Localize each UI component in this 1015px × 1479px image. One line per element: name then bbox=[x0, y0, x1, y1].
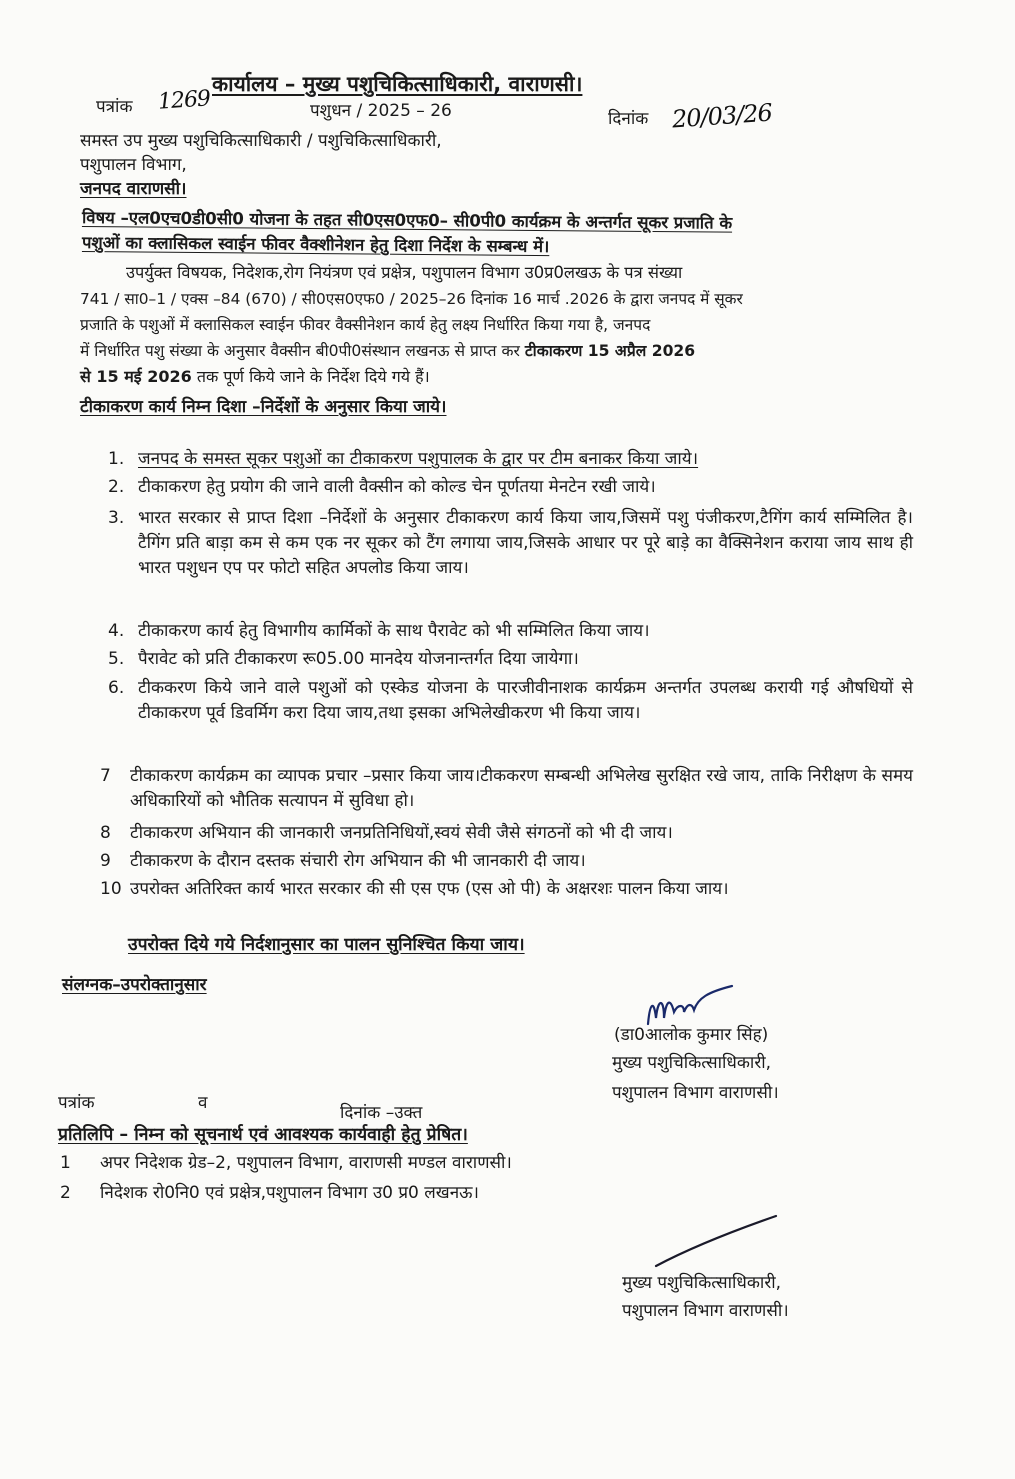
footer-department: पशुपालन विभाग वाराणसी। bbox=[622, 1301, 789, 1321]
signatory-name: (डा0आलोक कुमार सिंह) bbox=[614, 1025, 769, 1045]
copy-recipient-number: 2 bbox=[60, 1183, 71, 1203]
copy-va: व bbox=[198, 1093, 208, 1113]
ref-label: पत्रांक bbox=[96, 97, 133, 117]
copy-ref-label: पत्रांक bbox=[58, 1093, 95, 1113]
enclosure-line: संलग्नक–उपरोक्तानुसार bbox=[62, 975, 207, 995]
copy-recipient bbox=[60, 1182, 660, 1205]
instruction-text: टीकाकरण अभियान की जानकारी जनप्रतिनिधियों,स्वयं सेवी जैसे संगठनों को भी दी जाय। bbox=[130, 823, 673, 843]
instruction-item bbox=[100, 850, 913, 873]
date-handwritten: 20/03/26 bbox=[671, 98, 773, 134]
instruction-item bbox=[100, 822, 913, 845]
body-line-5-text: तक पूर्ण किये जाने के निर्देश दिये गये हैं। bbox=[196, 367, 430, 386]
body-line-1: उपर्युक्त विषयक, निदेशक,रोग नियंत्रण एवं प्रक्षेत्र, पशुपालन विभाग उ0प्र0लखऊ के पत्र संख्या bbox=[126, 263, 683, 282]
subject-line-1: विषय –एल0एच0डी0सी0 योजना के तहत सी0एस0एफ0– सी0पी0 कार्यक्रम के अन्तर्गत सूकर प्रजाति के bbox=[81, 208, 733, 233]
instruction-item bbox=[100, 878, 913, 901]
compliance-line: उपरोक्त दिये गये निर्दशानुसार का पालन सुनिश्चित किया जाय। bbox=[128, 935, 525, 955]
instruction-number: 7 bbox=[100, 766, 111, 786]
ref-number-handwritten: 1269 bbox=[157, 86, 211, 115]
vaccination-end-date: से 15 मई 2026 bbox=[80, 367, 192, 386]
instruction-number: 8 bbox=[100, 823, 111, 843]
copy-date: दिनांक –उक्त bbox=[340, 1103, 423, 1123]
copy-recipient bbox=[60, 1152, 660, 1175]
instruction-number: 3. bbox=[108, 508, 125, 528]
instruction-number: 6. bbox=[108, 678, 125, 698]
body-line-5 bbox=[80, 366, 430, 388]
signatory-department: पशुपालन विभाग वाराणसी। bbox=[612, 1083, 779, 1103]
instruction-text: टीकाकरण हेतु प्रयोग की जाने वाली वैक्सीन को कोल्ड चेन पूर्णतया मेनटेन रखी जाये। bbox=[138, 477, 656, 497]
subject-line-2: पशुओं का क्लासिकल स्वाईन फीवर वैक्शीनेशन हेतु दिशा निर्देश के सम्बन्ध में। bbox=[81, 233, 550, 257]
instruction-text: जनपद के समस्त सूकर पशुओं का टीकाकरण पशुपालक के द्वार पर टीम बनाकर किया जाये। bbox=[138, 449, 699, 469]
instruction-item bbox=[100, 764, 913, 814]
instruction-item bbox=[108, 648, 908, 671]
copy-recipient-text: अपर निदेशक ग्रेड–2, पशुपालन विभाग, वाराणसी मण्डल वाराणसी। bbox=[100, 1153, 512, 1173]
footer-signature bbox=[650, 1212, 790, 1272]
date-label: दिनांक bbox=[608, 109, 649, 129]
footer-designation: मुख्य पशुचिकित्साधिकारी, bbox=[622, 1273, 782, 1293]
addressee-line-1: समस्त उप मुख्य पशुचिकित्साधिकारी / पशुचिकित्साधिकारी, bbox=[80, 131, 442, 151]
copy-recipient-number: 1 bbox=[60, 1153, 71, 1173]
instruction-text: टीकाकरण के दौरान दस्तक संचारी रोग अभियान की भी जानकारी दी जाय। bbox=[130, 851, 586, 871]
instruction-item bbox=[108, 506, 913, 581]
body-line-4-text: में निर्धारित पशु संख्या के अनुसार वैक्सीन बी0पी0संस्थान लखनऊ से प्राप्त कर bbox=[80, 342, 520, 360]
instruction-number: 5. bbox=[108, 649, 125, 669]
instruction-item bbox=[108, 448, 908, 471]
instruction-heading: टीकाकरण कार्य निम्न दिशा –निर्देशों के अनुसार किया जाये। bbox=[80, 397, 447, 417]
instruction-item bbox=[108, 476, 908, 499]
body-line-2: 741 / सा0–1 / एक्स –84 (670) / सी0एस0एफ0 / 2025–26 दिनांक 16 मार्च .2026 के द्वारा जनपद में सूकर bbox=[80, 290, 743, 308]
instruction-text: टीककरण किये जाने वाले पशुओं को एस्केड योजना के पारजीवीनाशक कार्यक्रम अन्तर्गत उपलब्ध करायी गई औषधियों से टीकाकरण पूर्व डिवर्मिग करा दिया जाय,तथा इसका अभिलेखीकरण भी किया जाय। bbox=[138, 678, 913, 723]
instruction-text: पैरावेट को प्रति टीकाकरण रू05.00 मानदेय योजनान्तर्गत दिया जायेगा। bbox=[138, 649, 579, 669]
instruction-text: टीकाकरण कार्य हेतु विभागीय कार्मिकों के साथ पैरावेट को भी सम्मिलित किया जाय। bbox=[138, 621, 650, 641]
instruction-text: टीकाकरण कार्यक्रम का व्यापक प्रचार –प्रसार किया जाय।टीककरण सम्बन्धी अभिलेख सुरक्षित रखे जाय, ताकि निरीक्षण के समय अधिकारियों को भौतिक सत्यापन में सुविधा हो। bbox=[130, 766, 913, 811]
instruction-number: 9 bbox=[100, 851, 111, 871]
instruction-text: उपरोक्त अतिरिक्त कार्य भारत सरकार की सी एस एफ (एस ओ पी) के अक्षरशः पालन किया जाय। bbox=[130, 879, 729, 899]
footer-signature-mark bbox=[650, 1212, 790, 1272]
signatory-designation: मुख्य पशुचिकित्साधिकारी, bbox=[612, 1053, 772, 1073]
instruction-number: 1. bbox=[108, 449, 125, 469]
office-title: कार्यालय – मुख्य पशुचिकित्साधिकारी, वाराणसी। bbox=[212, 72, 583, 96]
instruction-text: भारत सरकार से प्राप्त दिशा –निर्देशों के अनुसार टीकाकरण कार्य किया जाय,जिसमें पशु पंजीकरण,टैगिंग कार्य सम्मिलित है। टैगिंग प्रति बाड़ा कम से कम एक नर सूकर को टैंग लगाया जाय,जिसके आधार पर पूरे बाड़े का वैक्सिनेशन कराया जाय साथ ही भारत पशुधन एप पर फोटो सहित अपलोड किया जाय। bbox=[138, 508, 913, 578]
addressee-line-3: जनपद वाराणसी। bbox=[80, 179, 187, 199]
instruction-number: 2. bbox=[108, 477, 125, 497]
copy-heading: प्रतिलिपि – निम्न को सूचनार्थ एवं आवश्यक कार्यवाही हेतु प्रेषित। bbox=[58, 1125, 468, 1145]
instruction-item bbox=[108, 676, 913, 726]
copy-recipient-text: निदेशक रो0नि0 एवं प्रक्षेत्र,पशुपालन विभाग उ0 प्र0 लखनऊ। bbox=[100, 1183, 479, 1203]
ref-series: पशुधन / 2025 – 26 bbox=[310, 101, 452, 121]
body-line-4 bbox=[80, 340, 695, 362]
instruction-number: 4. bbox=[108, 621, 125, 641]
instruction-number: 10 bbox=[100, 879, 122, 899]
body-line-3: प्रजाति के पशुओं में क्लासिकल स्वाईन फीवर वैक्सीनेशन कार्य हेतु लक्ष्य निर्धारित किया गया है, जनपद bbox=[80, 316, 651, 334]
vaccination-start-date: टीकाकरण 15 अप्रैल 2026 bbox=[524, 342, 696, 360]
instruction-item bbox=[108, 620, 908, 643]
addressee-line-2: पशुपालन विभाग, bbox=[80, 155, 187, 175]
